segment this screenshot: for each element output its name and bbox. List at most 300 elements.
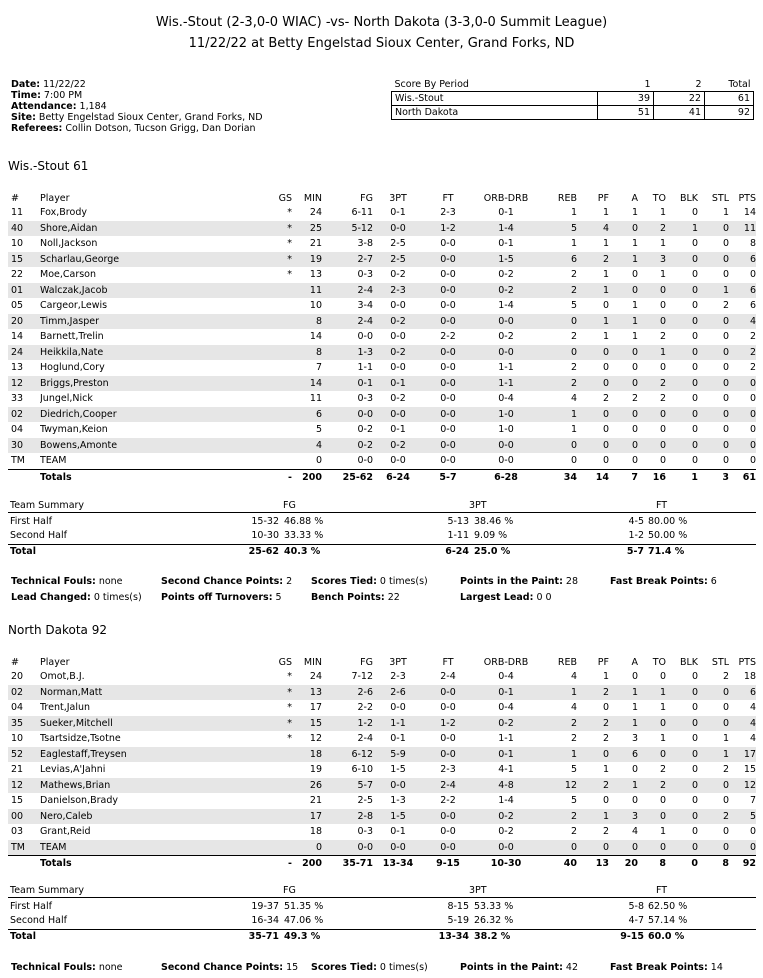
cell-gs: *: [255, 252, 298, 268]
site-value: Betty Engelstad Sioux Center, Grand Forks, ND: [38, 112, 263, 123]
cell-blk: 0: [666, 407, 698, 423]
cell-fg: 35-71: [328, 856, 373, 872]
cell-pf: 2: [577, 716, 609, 732]
cell-3pt: 0-1: [390, 207, 406, 219]
cell-number: 14: [11, 331, 24, 343]
cell-orb-drb: 0-1: [473, 747, 539, 763]
cell-number: 04: [11, 424, 24, 436]
cell-stl: 0: [698, 252, 729, 268]
cell-stl: 0: [698, 376, 729, 392]
cell-gs: [255, 298, 298, 314]
cell-min: 18: [298, 747, 328, 763]
sbp-total-header: Total: [728, 79, 751, 90]
cell-reb: 2: [570, 269, 577, 281]
cell-player: Norman,Matt: [40, 685, 255, 701]
cell-orb-drb: 0-2: [473, 716, 539, 732]
summary-fg-header: FG: [283, 885, 296, 896]
cell-min: 21: [309, 795, 322, 807]
team1-lead-changed: Lead Changed: 0 times(s): [11, 592, 142, 603]
cell-reb: 6: [539, 252, 577, 268]
cell-orb-drb: 0-0: [498, 455, 514, 467]
cell-ft: 9-15: [423, 856, 473, 872]
cell-number: 40: [8, 221, 40, 237]
cell-pts: 2: [729, 345, 756, 361]
summary-ft-header: FT: [656, 500, 668, 511]
cell-reb: 2: [539, 716, 577, 732]
team1-bench-points: Bench Points: 22: [311, 592, 400, 603]
player-row: [8, 453, 756, 469]
cell-a: 0: [609, 345, 638, 361]
cell-3pt: 0-0: [390, 455, 406, 467]
cell-a: 0: [631, 362, 638, 374]
game-title: Wis.-Stout (2-3,0-0 WIAC) -vs- North Dakota (3-3,0-0 Summit League): [155, 15, 608, 30]
cell-pts: 6: [749, 300, 756, 312]
cell-blk: BLK: [679, 192, 698, 204]
cell-ft: 5-7: [423, 469, 473, 485]
cell-pts: 6: [729, 685, 756, 701]
summary-total-label: Total: [10, 546, 36, 557]
team1-heading: Wis.-Stout 61: [8, 159, 89, 173]
cell-blk: 0: [691, 207, 698, 219]
cell-stl: 0: [698, 778, 729, 794]
cell-player: Walczak,Jacob: [40, 283, 255, 299]
team1-points-off-turnovers: Points off Turnovers: 5: [161, 592, 282, 603]
cell-number: 02: [8, 685, 40, 701]
cell-to: 0: [638, 283, 666, 299]
cell-fg: 2-8: [328, 809, 373, 825]
cell-ft: 0-0: [423, 252, 473, 268]
player-row: [8, 747, 756, 763]
player-row: [8, 345, 756, 361]
cell-number: 52: [8, 747, 40, 763]
cell-pts: 4: [749, 733, 756, 745]
cell-to: 1: [638, 685, 666, 701]
summary-first-ft: 5-8: [628, 901, 644, 912]
cell-a: 1: [631, 207, 638, 219]
cell-3pt: 0-2: [373, 314, 423, 330]
cell-reb: 2: [539, 376, 577, 392]
cell-gs: *: [287, 238, 292, 250]
cell-ft: 0-0: [440, 424, 456, 436]
cell-player: Timm,Jasper: [40, 314, 255, 330]
cell-ft: 2-2: [440, 331, 456, 343]
cell-orb-drb: 1-1: [498, 362, 514, 374]
cell-blk: 0: [666, 778, 698, 794]
cell-a: 0: [631, 269, 638, 281]
cell-to: 1: [638, 345, 666, 361]
cell-number: 33: [11, 393, 24, 405]
summary-first-3p-pct: 53.33 %: [474, 901, 514, 912]
cell-to: 0: [659, 455, 666, 467]
cell-pts: 5: [729, 809, 756, 825]
cell-reb: REB: [557, 656, 577, 668]
cell-pts: 0: [749, 826, 756, 838]
cell-orb-drb: ORB-DRB: [483, 656, 529, 668]
cell-3pt: 2-5: [373, 252, 423, 268]
cell-pf: 1: [602, 331, 609, 343]
cell-min: 0: [298, 840, 328, 856]
cell-gs: [255, 824, 298, 840]
cell-to: 0: [638, 438, 666, 454]
cell-to: 2: [638, 778, 666, 794]
cell-number: 20: [8, 314, 40, 330]
cell-reb: 5: [570, 300, 577, 312]
cell-to: 0: [659, 300, 666, 312]
cell-stl: 0: [698, 221, 729, 237]
cell-blk: 0: [691, 393, 698, 405]
cell-pf: 1: [577, 809, 609, 825]
summary-3pt-header: 3PT: [469, 885, 487, 896]
cell-gs: *: [287, 733, 292, 745]
cell-fg: 0-0: [357, 331, 373, 343]
player-row: [8, 793, 756, 809]
player-row: [8, 762, 756, 778]
cell-pf: 2: [602, 393, 609, 405]
player-row: [8, 298, 756, 314]
cell-pts: 6: [729, 252, 756, 268]
summary-second-3p: 5-19: [447, 915, 469, 926]
cell-orb-drb: 1-0: [473, 407, 539, 423]
cell-3pt: 0-2: [373, 345, 423, 361]
cell-stl: 1: [722, 207, 729, 219]
box-header-row: [8, 191, 756, 205]
cell-min: 14: [298, 376, 328, 392]
cell-min: 8: [298, 345, 328, 361]
cell-stl: 1: [698, 747, 729, 763]
cell-a: 0: [609, 221, 638, 237]
cell-to: 3: [638, 252, 666, 268]
cell-a: 1: [609, 252, 638, 268]
cell-3pt: 2-6: [373, 685, 423, 701]
cell-reb: 5: [570, 764, 577, 776]
cell-3pt: 0-1: [390, 826, 406, 838]
summary-total-ft-pct: 60.0 %: [648, 931, 685, 942]
cell-reb: 1: [570, 207, 577, 219]
cell-pf: PF: [597, 192, 609, 204]
cell-ft: 0-0: [423, 840, 473, 856]
summary-title: Team Summary: [10, 500, 85, 511]
player-row: [8, 824, 756, 840]
cell-ft: 0-0: [423, 809, 473, 825]
player-row: [8, 360, 756, 376]
cell-min: 6: [298, 407, 328, 423]
cell-number: 12: [8, 778, 40, 794]
cell-blk: 0: [691, 362, 698, 374]
cell-pts: 12: [729, 778, 756, 794]
cell-fg: 5-7: [328, 778, 373, 794]
team1-points-in-paint: Points in the Paint: 28: [460, 576, 578, 587]
cell-orb-drb: 1-1: [473, 376, 539, 392]
cell-orb-drb: 0-1: [473, 685, 539, 701]
cell-player: Fox,Brody: [40, 207, 87, 219]
cell-min: 7: [315, 362, 322, 374]
cell-to: 0: [659, 795, 666, 807]
cell-number: [8, 469, 40, 485]
cell-3pt: 0-0: [390, 362, 406, 374]
cell-player: Nero,Caleb: [40, 809, 255, 825]
cell-gs: [255, 778, 298, 794]
team2-summary: [8, 885, 756, 945]
summary-second-half-label: Second Half: [10, 530, 67, 541]
cell-a: 0: [609, 376, 638, 392]
cell-orb-drb: 0-0: [473, 840, 539, 856]
cell-pts: 4: [749, 702, 756, 714]
cell-pf: 1: [602, 764, 609, 776]
sbp-row: [392, 92, 754, 106]
cell-3pt: 0-0: [373, 407, 423, 423]
cell-stl: 1: [722, 733, 729, 745]
cell-to: 0: [638, 407, 666, 423]
cell-reb: 2: [570, 331, 577, 343]
cell-pts: PTS: [738, 192, 756, 204]
player-row: [8, 205, 756, 221]
cell-pf: 1: [602, 269, 609, 281]
cell-gs: [255, 360, 298, 376]
cell-min: 26: [298, 778, 328, 794]
cell-fg: 0-3: [357, 269, 373, 281]
cell-min: 17: [309, 702, 322, 714]
team2-technical-fouls: Technical Fouls: none: [11, 962, 123, 973]
cell-to: 2: [659, 764, 666, 776]
cell-pf: 2: [602, 826, 609, 838]
team2-scores-tied: Scores Tied: 0 times(s): [311, 962, 428, 973]
cell-stl: 8: [698, 856, 729, 872]
cell-stl: 0: [722, 331, 729, 343]
cell-number: 10: [11, 733, 24, 745]
cell-reb: 0: [539, 345, 577, 361]
cell-gs: [255, 283, 298, 299]
cell-fg: 0-3: [357, 393, 373, 405]
cell-3pt: 2-5: [390, 238, 406, 250]
cell-a: 1: [631, 331, 638, 343]
cell-reb: 1: [539, 685, 577, 701]
cell-ft: 2-2: [440, 795, 456, 807]
cell-reb: 0: [539, 840, 577, 856]
cell-ft: 0-0: [440, 238, 456, 250]
cell-reb: 2: [539, 809, 577, 825]
cell-pf: 0: [602, 300, 609, 312]
cell-number: 21: [11, 764, 24, 776]
team2-second-chance-points: Second Chance Points: 15: [161, 962, 299, 973]
cell-stl: 0: [698, 407, 729, 423]
cell-pf: 0: [577, 407, 609, 423]
cell-ft: 0-0: [423, 283, 473, 299]
cell-gs: [255, 422, 298, 438]
cell-stl: 0: [722, 238, 729, 250]
cell-gs: [255, 391, 298, 407]
cell-a: 20: [609, 856, 638, 872]
cell-reb: 1: [570, 238, 577, 250]
cell-min: 10: [309, 300, 322, 312]
summary-fg-header: FG: [283, 500, 296, 511]
cell-fg: 1-3: [328, 345, 373, 361]
cell-stl: 0: [698, 685, 729, 701]
summary-total-3p: 6-24: [445, 546, 469, 557]
cell-to: 0: [638, 840, 666, 856]
totals-row: [8, 469, 756, 485]
sbp-p1: 51: [598, 106, 654, 120]
cell-orb-drb: 0-0: [473, 438, 539, 454]
cell-blk: 0: [666, 685, 698, 701]
cell-3pt: 0-2: [373, 438, 423, 454]
cell-to: 1: [659, 207, 666, 219]
cell-to: TO: [652, 192, 666, 204]
cell-a: 0: [631, 764, 638, 776]
cell-a: 1: [631, 702, 638, 714]
cell-pts: 8: [749, 238, 756, 250]
sbp-team: North Dakota: [392, 106, 598, 120]
cell-reb: 12: [539, 778, 577, 794]
cell-player: Levias,A'Jahni: [40, 764, 106, 776]
cell-orb-drb: 0-1: [498, 207, 514, 219]
cell-blk: 1: [666, 221, 698, 237]
summary-total-ft: 9-15: [620, 931, 644, 942]
cell-to: 2: [638, 221, 666, 237]
cell-ft: 0-0: [440, 455, 456, 467]
summary-total-fg-pct: 40.3 %: [284, 546, 321, 557]
cell-to: 0: [638, 314, 666, 330]
sbp-p1-header: 1: [644, 79, 651, 90]
cell-player: Heikkila,Nate: [40, 345, 255, 361]
player-row: [8, 314, 756, 330]
cell-min: 24: [309, 671, 322, 683]
summary-second-half-label: Second Half: [10, 915, 67, 926]
cell-reb: 40: [539, 856, 577, 872]
sbp-total: 61: [705, 92, 754, 106]
cell-ft: 0-0: [423, 747, 473, 763]
cell-pts: 15: [743, 764, 756, 776]
cell-ft: 0-0: [440, 826, 456, 838]
cell-number: 20: [11, 671, 24, 683]
cell-stl: 3: [698, 469, 729, 485]
cell-orb-drb: 0-1: [498, 238, 514, 250]
cell-blk: 0: [666, 716, 698, 732]
cell-reb: 4: [570, 702, 577, 714]
team2-box-score: [8, 655, 756, 872]
cell-player: Totals: [40, 856, 255, 872]
cell-gs: *: [255, 716, 298, 732]
cell-number: 12: [8, 376, 40, 392]
cell-fg: 0-1: [328, 376, 373, 392]
cell-blk: 0: [691, 455, 698, 467]
cell-gs: [255, 314, 298, 330]
cell-number: 01: [8, 283, 40, 299]
time-value: 7:00 PM: [43, 90, 83, 101]
cell-gs: [255, 329, 298, 345]
sbp-p2: 22: [654, 92, 705, 106]
cell-ft: 0-0: [440, 300, 456, 312]
cell-min: 17: [298, 809, 328, 825]
cell-fg: FG: [360, 656, 373, 668]
box-header-row: [8, 655, 756, 669]
team1-box-score: [8, 191, 756, 485]
player-row: [8, 407, 756, 423]
summary-total-ft: 5-7: [626, 546, 644, 557]
cell-blk: 0: [666, 747, 698, 763]
cell-number: TM: [11, 455, 25, 467]
summary-second-fg-pct: 33.33 %: [284, 530, 324, 541]
cell-blk: 0: [691, 764, 698, 776]
cell-fg: 0-0: [328, 407, 373, 423]
cell-stl: 0: [698, 840, 729, 856]
cell-gs: *: [255, 221, 298, 237]
cell-player: Hoglund,Cory: [40, 362, 105, 374]
score-by-period-table: [391, 78, 754, 120]
cell-ft: 0-0: [423, 438, 473, 454]
cell-a: 1: [609, 716, 638, 732]
cell-fg: 7-12: [351, 671, 373, 683]
cell-3pt: 2-3: [373, 283, 423, 299]
cell-pf: 1: [602, 671, 609, 683]
cell-fg: 3-4: [357, 300, 373, 312]
cell-fg: 2-5: [357, 795, 373, 807]
cell-orb-drb: 1-1: [498, 733, 514, 745]
cell-reb: 4: [570, 393, 577, 405]
cell-pts: 0: [729, 407, 756, 423]
cell-player: Totals: [40, 469, 255, 485]
player-row: [8, 252, 756, 268]
cell-min: 200: [298, 856, 328, 872]
cell-pts: 2: [749, 331, 756, 343]
cell-stl: STL: [711, 192, 729, 204]
cell-orb-drb: 0-2: [473, 809, 539, 825]
cell-stl: 0: [722, 702, 729, 714]
cell-pts: 7: [749, 795, 756, 807]
summary-first-3p: 8-15: [447, 901, 469, 912]
cell-gs: [255, 376, 298, 392]
player-row: [8, 329, 756, 345]
cell-ft: 0-0: [423, 314, 473, 330]
cell-gs: -: [255, 856, 298, 872]
cell-pf: 0: [577, 747, 609, 763]
cell-min: 21: [309, 238, 322, 250]
summary-first-ft: 4-5: [628, 516, 644, 527]
cell-player: Jungel,Nick: [40, 393, 93, 405]
cell-number: 10: [11, 238, 24, 250]
player-row: [8, 700, 756, 716]
cell-blk: 0: [666, 809, 698, 825]
cell-player: Shore,Aidan: [40, 221, 255, 237]
cell-number: #: [11, 192, 19, 204]
cell-a: 6: [609, 747, 638, 763]
cell-3pt: 0-0: [390, 300, 406, 312]
cell-orb-drb: 1-4: [473, 221, 539, 237]
cell-number: [8, 856, 40, 872]
cell-orb-drb: 1-0: [498, 424, 514, 436]
cell-a: A: [631, 656, 638, 668]
player-row: [8, 391, 756, 407]
cell-blk: 0: [666, 840, 698, 856]
cell-3pt: 1-5: [390, 764, 406, 776]
cell-number: 35: [8, 716, 40, 732]
cell-ft: 2-3: [440, 207, 456, 219]
player-row: [8, 376, 756, 392]
cell-to: 0: [659, 362, 666, 374]
cell-3pt: 5-9: [373, 747, 423, 763]
cell-number: 05: [11, 300, 24, 312]
cell-gs: *: [287, 207, 292, 219]
cell-number: 30: [8, 438, 40, 454]
cell-stl: 0: [698, 314, 729, 330]
cell-pts: 92: [729, 856, 756, 872]
cell-pf: 0: [577, 438, 609, 454]
cell-blk: 0: [691, 702, 698, 714]
cell-ft: 0-0: [423, 345, 473, 361]
sbp-title: Score By Period: [394, 79, 469, 90]
cell-3pt: 6-24: [373, 469, 423, 485]
cell-blk: 0: [666, 252, 698, 268]
cell-player: Danielson,Brady: [40, 795, 118, 807]
